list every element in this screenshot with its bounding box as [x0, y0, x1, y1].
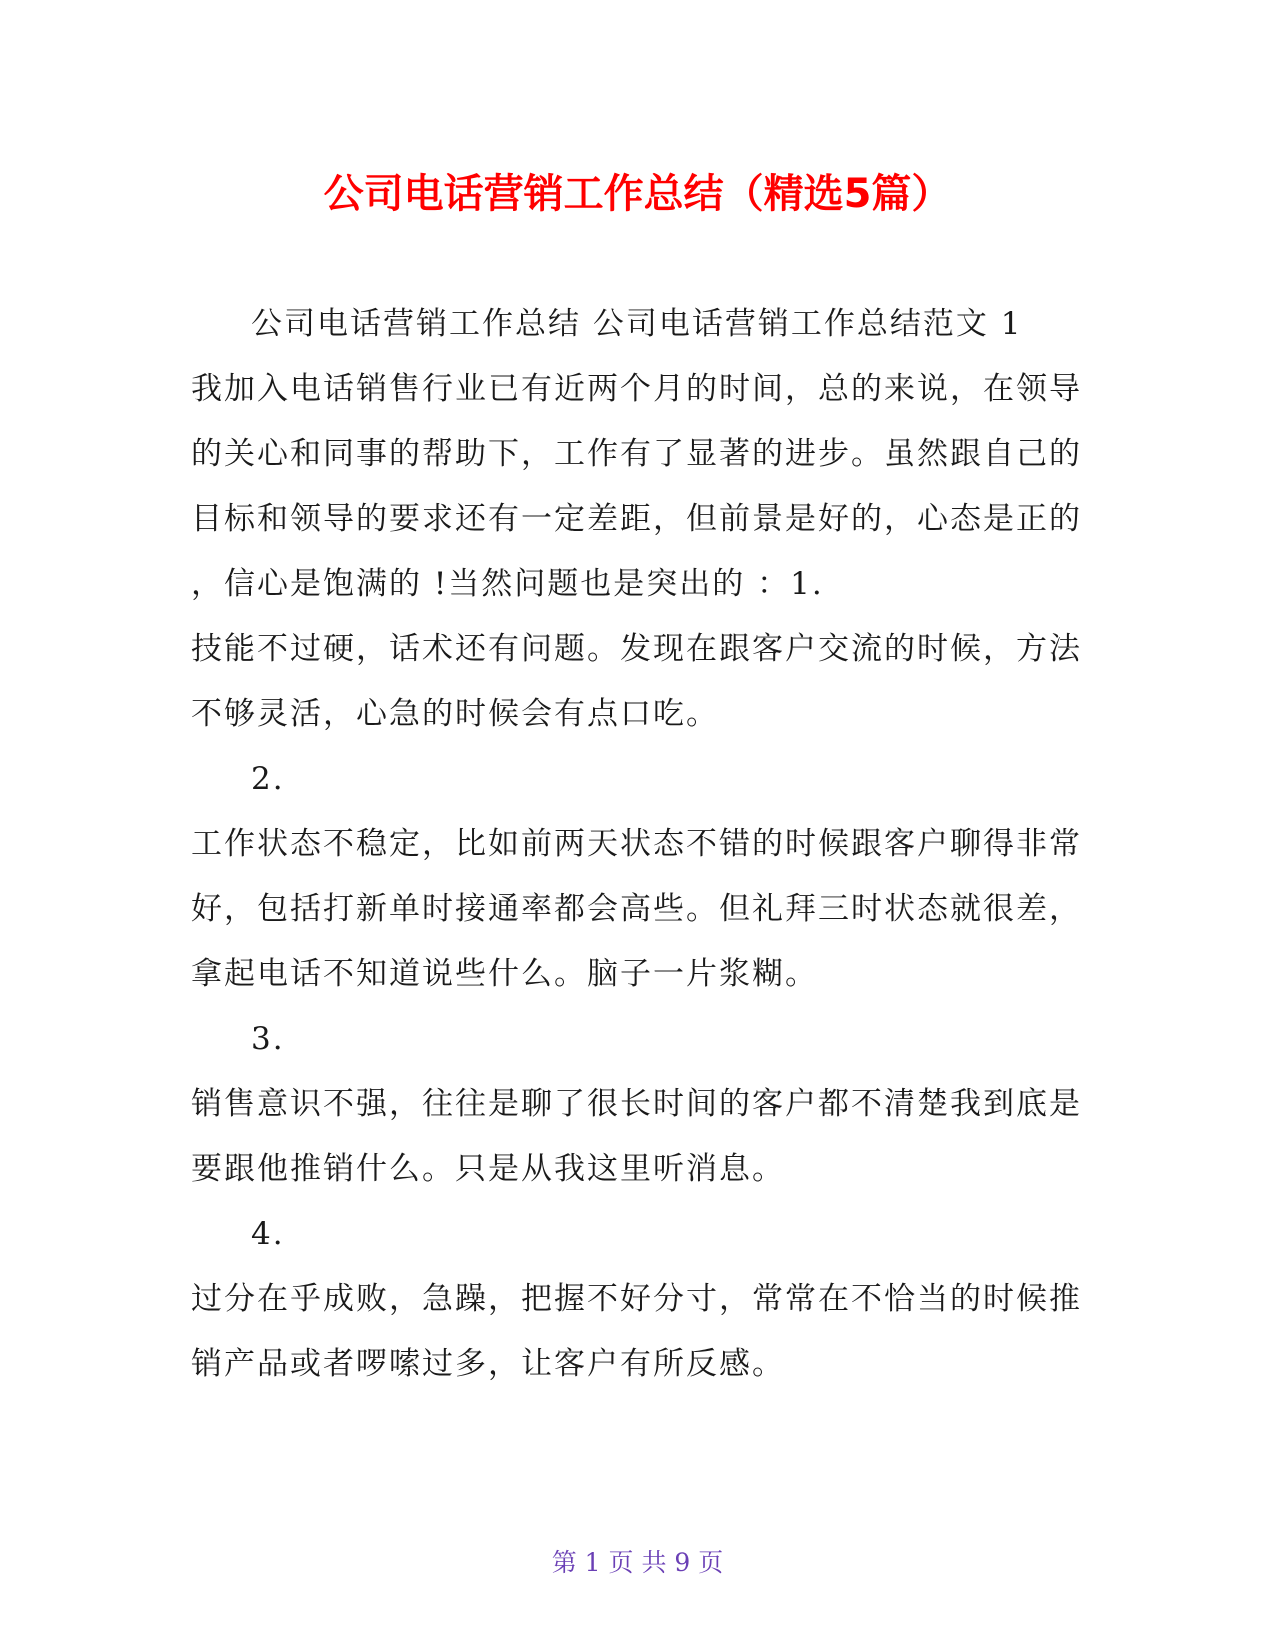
paragraph-line: ，信心是饱满的 !当然问题也是突出的 ：1. — [191, 566, 824, 602]
list-number: 2. — [251, 761, 285, 797]
paragraph-line: 不够灵活，心急的时候会有点口吃。 — [191, 696, 719, 732]
list-number: 3. — [251, 1021, 285, 1057]
list-number: 4. — [251, 1216, 285, 1252]
paragraph-line: 我加入电话销售行业已有近两个月的时间，总的来说，在领导 — [191, 371, 1082, 407]
paragraph-line: 工作状态不稳定，比如前两天状态不错的时候跟客户聊得非常 — [191, 826, 1082, 862]
document-title: 公司电话营销工作总结（精选5篇） — [323, 171, 952, 217]
paragraph-line: 销售意识不强，往往是聊了很长时间的客户都不清楚我到底是 — [191, 1086, 1082, 1122]
paragraph-line: 要跟他推销什么。只是从我这里听消息。 — [191, 1151, 785, 1187]
paragraph-line: 技能不过硬，话术还有问题。发现在跟客户交流的时候，方法 — [191, 631, 1082, 667]
page-footer: 第 1 页 共 9 页 — [551, 1548, 724, 1577]
paragraph-line: 的关心和同事的帮助下，工作有了显著的进步。虽然跟自己的 — [191, 436, 1082, 472]
paragraph-line: 过分在乎成败，急躁，把握不好分寸，常常在不恰当的时候推 — [191, 1281, 1082, 1317]
paragraph-line: 拿起电话不知道说些什么。脑子一片浆糊。 — [191, 956, 818, 992]
paragraph-line: 目标和领导的要求还有一定差距，但前景是好的，心态是正的 — [191, 501, 1082, 537]
paragraph-line: 销产品或者啰嗦过多，让客户有所反感。 — [191, 1346, 785, 1382]
document-body — [191, 292, 1091, 1397]
paragraph-line: 公司电话营销工作总结 公司电话营销工作总结范文 1 — [251, 306, 1023, 342]
paragraph-line: 好，包括打新单时接通率都会高些。但礼拜三时状态就很差， — [191, 891, 1082, 927]
